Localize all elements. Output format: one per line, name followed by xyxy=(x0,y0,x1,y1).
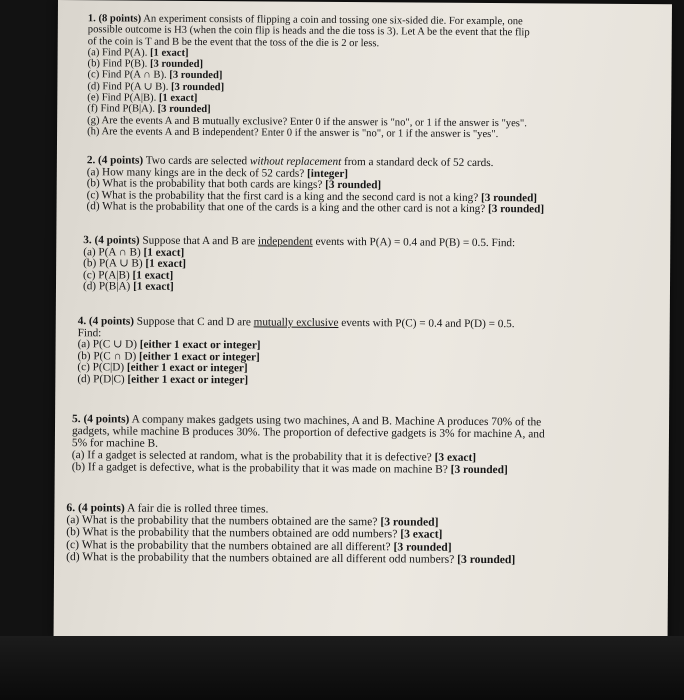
part-tag: [3 rounded] xyxy=(170,81,225,93)
part-text: (c) What is the probability that the numbers obtained are all different? xyxy=(66,537,391,553)
q2-intro-pre: Two cards are selected xyxy=(145,154,248,168)
part-text: (f) Find P(B|A). xyxy=(87,103,156,116)
q4-points: (4 points) xyxy=(88,315,135,328)
q4-number: 4. xyxy=(77,315,87,328)
part-tag: [1 exact] xyxy=(145,257,187,271)
part-tag: [1 exact] xyxy=(149,47,189,59)
q1-intro-line: of the coin is T and B be the event that the toss of the die is 2 or less. xyxy=(87,35,380,49)
q1-part-h: (h) Are the events A and B independent? Enter 0 if the answer is "no", or 1 if the answer is "yes". xyxy=(87,126,499,141)
q5-part-b xyxy=(72,462,545,477)
part-text: (a) If a gadget is selected at random, what is the probability that it is defective? xyxy=(71,448,432,464)
q1-intro-line: An experiment consists of flipping a coin and tossing one six-sided die. For example, one xyxy=(143,13,523,28)
q2-intro-post: from a standard deck of 52 cards. xyxy=(343,156,494,170)
part-text: (b) Find P(B). xyxy=(87,58,148,70)
q6-points: (4 points) xyxy=(78,501,125,515)
q3-intro-underlined: independent xyxy=(257,235,313,248)
part-text: (a) P(C ∪ D) xyxy=(77,338,138,351)
question-6 xyxy=(66,502,516,566)
part-tag: [3 rounded] xyxy=(450,463,508,476)
q4-intro-pre: Suppose that C and D are xyxy=(136,315,251,329)
q3-points: (4 points) xyxy=(94,234,140,247)
part-text: (b) P(A ∪ B) xyxy=(83,257,143,270)
part-tag: [3 rounded] xyxy=(480,191,538,205)
question-5 xyxy=(72,414,545,477)
q3-intro-pre: Suppose that A and B are xyxy=(142,234,256,248)
question-4 xyxy=(77,316,514,389)
part-tag: [1 exact] xyxy=(158,92,198,105)
part-text: (d) P(D|C) xyxy=(77,373,125,386)
part-text: (b) If a gadget is defective, what is the probability that it was made on machine B? xyxy=(71,460,448,476)
q1-number: 1. xyxy=(87,13,96,25)
worksheet-page xyxy=(54,0,672,640)
part-tag: [3 rounded] xyxy=(325,179,382,192)
part-text: (c) P(A|B) xyxy=(83,268,130,282)
part-tag: [1 exact] xyxy=(133,280,174,294)
part-text: (b) P(C ∩ D) xyxy=(77,349,137,363)
part-tag: [3 rounded] xyxy=(488,203,545,216)
q6-part-d xyxy=(66,551,515,566)
q6-intro: A fair die is rolled three times. xyxy=(127,501,269,516)
part-tag: [3 exact] xyxy=(434,451,477,464)
q2-number: 2. xyxy=(86,154,96,167)
part-tag: [either 1 exact or integer] xyxy=(126,361,248,375)
part-tag: [3 rounded] xyxy=(393,539,452,554)
part-tag: [either 1 exact or integer] xyxy=(139,338,261,352)
part-tag: [3 rounded] xyxy=(380,515,439,529)
part-text: (b) What is the probability that the numbers obtained are odd numbers? xyxy=(66,525,398,541)
part-tag: [either 1 exact or integer] xyxy=(127,373,249,387)
q2-intro-emphasis: without replacement xyxy=(249,155,342,168)
part-tag: [3 exact] xyxy=(400,527,443,542)
part-tag: [3 rounded] xyxy=(169,70,223,82)
part-tag: [3 rounded] xyxy=(157,104,211,116)
q5-intro-line: 5% for machine B. xyxy=(71,436,158,450)
part-text: (b) What is the probability that both cards are kings? xyxy=(86,177,323,192)
part-text: (a) P(A ∩ B) xyxy=(83,245,141,259)
part-text: (d) What is the probability that one of the cards is a king and the other card is not a king? xyxy=(86,200,486,216)
part-tag: [either 1 exact or integer] xyxy=(139,350,260,364)
q4-find-label: Find: xyxy=(77,326,102,339)
part-text: (c) What is the probability that the first card is a king and the second card is not a king? xyxy=(86,188,479,204)
q4-intro-underlined: mutually exclusive xyxy=(253,316,339,329)
q6-number: 6. xyxy=(66,501,76,515)
part-tag: [3 rounded] xyxy=(457,552,516,567)
part-tag: [3 rounded] xyxy=(149,58,204,71)
part-text: (a) What is the probability that the numbers obtained are the same? xyxy=(66,513,378,529)
q2-points: (4 points) xyxy=(98,154,144,167)
part-text: (e) Find P(A|B). xyxy=(87,92,157,104)
q3-part-d xyxy=(83,282,515,297)
part-text: (a) How many kings are in the deck of 52 cards? xyxy=(86,165,305,180)
q5-number: 5. xyxy=(72,413,81,426)
part-text: (c) P(C|D) xyxy=(77,361,125,374)
part-text: (a) Find P(A). xyxy=(87,47,148,59)
q3-number: 3. xyxy=(83,234,92,247)
part-tag: [1 exact] xyxy=(143,246,185,259)
part-tag: [integer] xyxy=(307,167,349,180)
q4-intro-post: events with P(C) = 0.4 and P(D) = 0.5. xyxy=(341,316,515,331)
q5-points: (4 points) xyxy=(83,413,130,426)
part-tag: [1 exact] xyxy=(132,269,174,282)
q1-part-g: (g) Are the events A and B mutually exclusive? Enter 0 if the answer is "no", or 1 if the answer is "yes". xyxy=(87,114,527,129)
q4-part-d xyxy=(77,374,514,389)
q1-points: (8 points) xyxy=(98,13,142,25)
q5-intro-line: A company makes gadgets using two machines, A and B. Machine A produces 70% of the xyxy=(131,413,542,429)
dark-background xyxy=(0,636,684,700)
q2-part-d xyxy=(87,202,545,217)
part-text: (c) Find P(A ∩ B). xyxy=(87,69,167,82)
question-1 xyxy=(87,13,530,140)
part-text: (d) What is the probability that the numbers obtained are all different odd numbers? xyxy=(66,549,455,566)
question-3 xyxy=(83,235,515,296)
part-text: (d) Find P(A ∪ B). xyxy=(87,80,169,93)
question-2 xyxy=(87,155,545,216)
q1-intro-line: possible outcome is H3 (when the coin flip is heads and the die toss is 3). Let A be the event that the flip xyxy=(87,24,530,39)
q3-intro-post: events with P(A) = 0.4 and P(B) = 0.5. Find: xyxy=(315,235,516,250)
part-text: (d) P(B|A) xyxy=(82,280,131,293)
q5-intro-line: gadgets, while machine B produces 30%. The proportion of defective gadgets is 3% for machine A, and xyxy=(71,425,545,441)
